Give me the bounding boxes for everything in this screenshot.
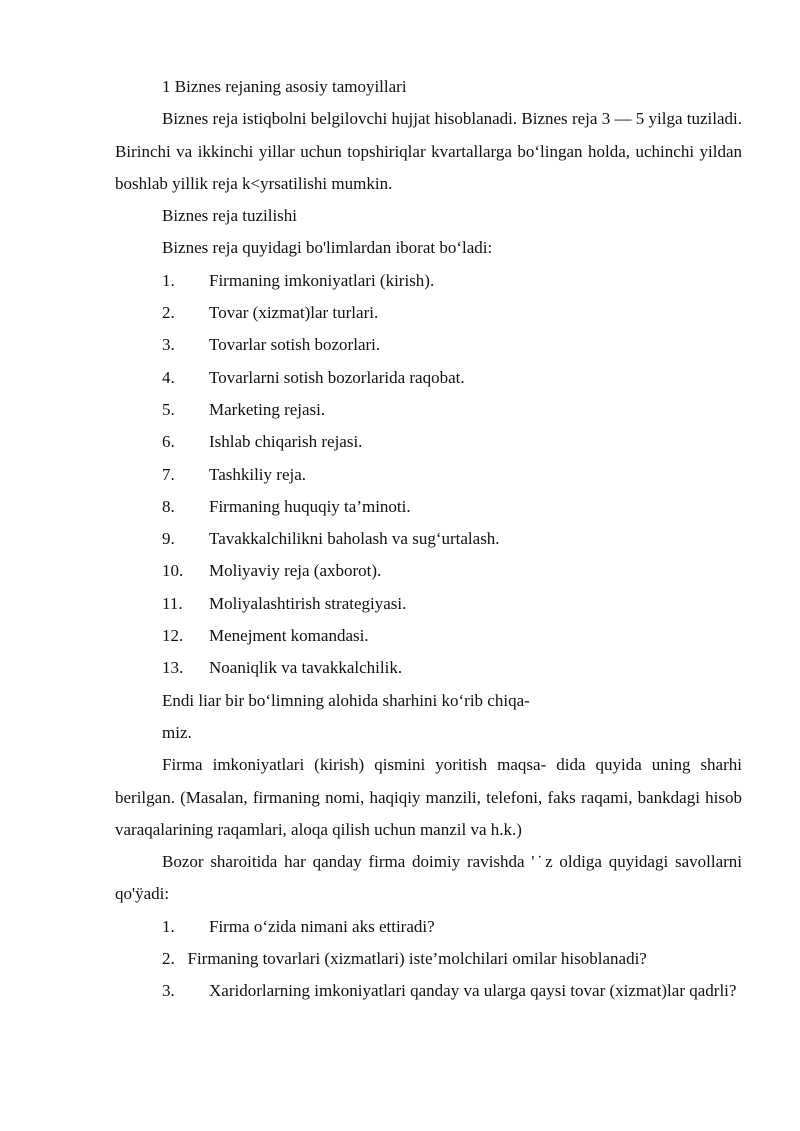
list-number: 2. (162, 949, 175, 969)
document-page (115, 71, 742, 1008)
list-item (115, 652, 742, 684)
list-item (115, 394, 742, 426)
review-line: Endi liar bir bo‘limning alohida sharhini ko‘rib chiqa- (162, 690, 530, 710)
structure-intro: Biznes reja quyidagi bo'limlardan iborat bo‘ladi: (162, 238, 493, 258)
list-text: Menejment komandasi. (209, 626, 369, 646)
list-text: Firmaning imkoniyatlari (kirish). (209, 270, 435, 290)
list-text: Xaridorlarning imkoniyatlari qanday va ularga qaysi tovar (xizmat)lar qadrli? (209, 981, 737, 1001)
list-item (115, 329, 742, 361)
bozor-paragraph: Bozor sharoitida har qanday firma doimiy ravishda '˙z oldiga quyidagi savollarni qo'ÿadi: (115, 852, 742, 904)
list-number: 5. (162, 399, 175, 419)
list-item (115, 523, 742, 555)
list-number: 1. (162, 270, 175, 290)
list-item (115, 911, 742, 943)
list-item (115, 491, 742, 523)
list-item (115, 588, 742, 620)
list-number: 11. (162, 593, 183, 613)
review-line-continued: miz. (162, 722, 192, 742)
list-item (115, 265, 742, 297)
list-item (115, 620, 742, 652)
list-number: 7. (162, 464, 175, 484)
sections-list (115, 265, 742, 685)
list-number: 9. (162, 529, 175, 549)
list-text: Ishlab chiqarish rejasi. (209, 432, 363, 452)
list-number: 3. (162, 335, 175, 355)
list-text: Tovarlar sotish bozorlari. (209, 335, 381, 355)
list-item (115, 975, 742, 1007)
list-item (115, 555, 742, 587)
list-number: 8. (162, 496, 175, 516)
list-number: 12. (162, 626, 184, 646)
list-text: Moliyaviy reja (axborot). (209, 561, 382, 581)
list-text: Marketing rejasi. (209, 399, 326, 419)
list-number: 13. (162, 658, 184, 678)
firma-paragraph: Firma imkoniyatlari (kirish) qismini yoritish maqsa- dida quyida uning sharhi berilgan. (Masalan, firmaning nomi, haqiqiy manzili, telefoni, faks raqami, bankdagi hisob varaqalarining raqamlari, aloqa qilish uchun manzil va h.k.) (115, 755, 742, 839)
list-text: Tovar (xizmat)lar turlari. (209, 303, 379, 323)
list-item (115, 297, 742, 329)
list-text: Tovarlarni sotish bozorlarida raqobat. (209, 367, 465, 387)
list-text: Firmaning tovarlari (xizmatlari) iste’molchilari omilar hisoblanadi? (187, 949, 647, 969)
list-text: Moliyalashtirish strategiyasi. (209, 593, 407, 613)
list-item (115, 426, 742, 458)
section-heading: 1 Biznes rejaning asosiy tamoyillari (162, 77, 407, 96)
list-text: Firma o‘zida nimani aks ettiradi? (209, 916, 435, 936)
structure-title: Biznes reja tuzilishi (162, 206, 298, 226)
list-text: Noaniqlik va tavakkalchilik. (209, 658, 403, 678)
list-item (115, 943, 742, 975)
list-number: 1. (162, 916, 175, 936)
list-text: Tashkiliy reja. (209, 464, 307, 484)
intro-paragraph: Biznes reja istiqbolni belgilovchi hujjat hisoblanadi. Biznes reja 3 — 5 yilga tuziladi. Birinchi va ikkinchi yillar uchun topshiriqlar kvartallarga bo‘lingan holda, uchinchi yildan boshlab yillik reja k<yrsatilishi mumkin. (115, 109, 742, 193)
list-number: 10. (162, 561, 184, 581)
list-number: 6. (162, 432, 175, 452)
list-item (115, 459, 742, 491)
list-number: 3. (162, 981, 175, 1001)
list-number: 4. (162, 367, 175, 387)
list-text: Tavakkalchilikni baholash va sug‘urtalash. (209, 529, 500, 549)
list-item (115, 362, 742, 394)
list-text: Firmaning huquqiy ta’minoti. (209, 496, 411, 516)
list-number: 2. (162, 303, 175, 323)
questions-list (115, 911, 742, 1008)
